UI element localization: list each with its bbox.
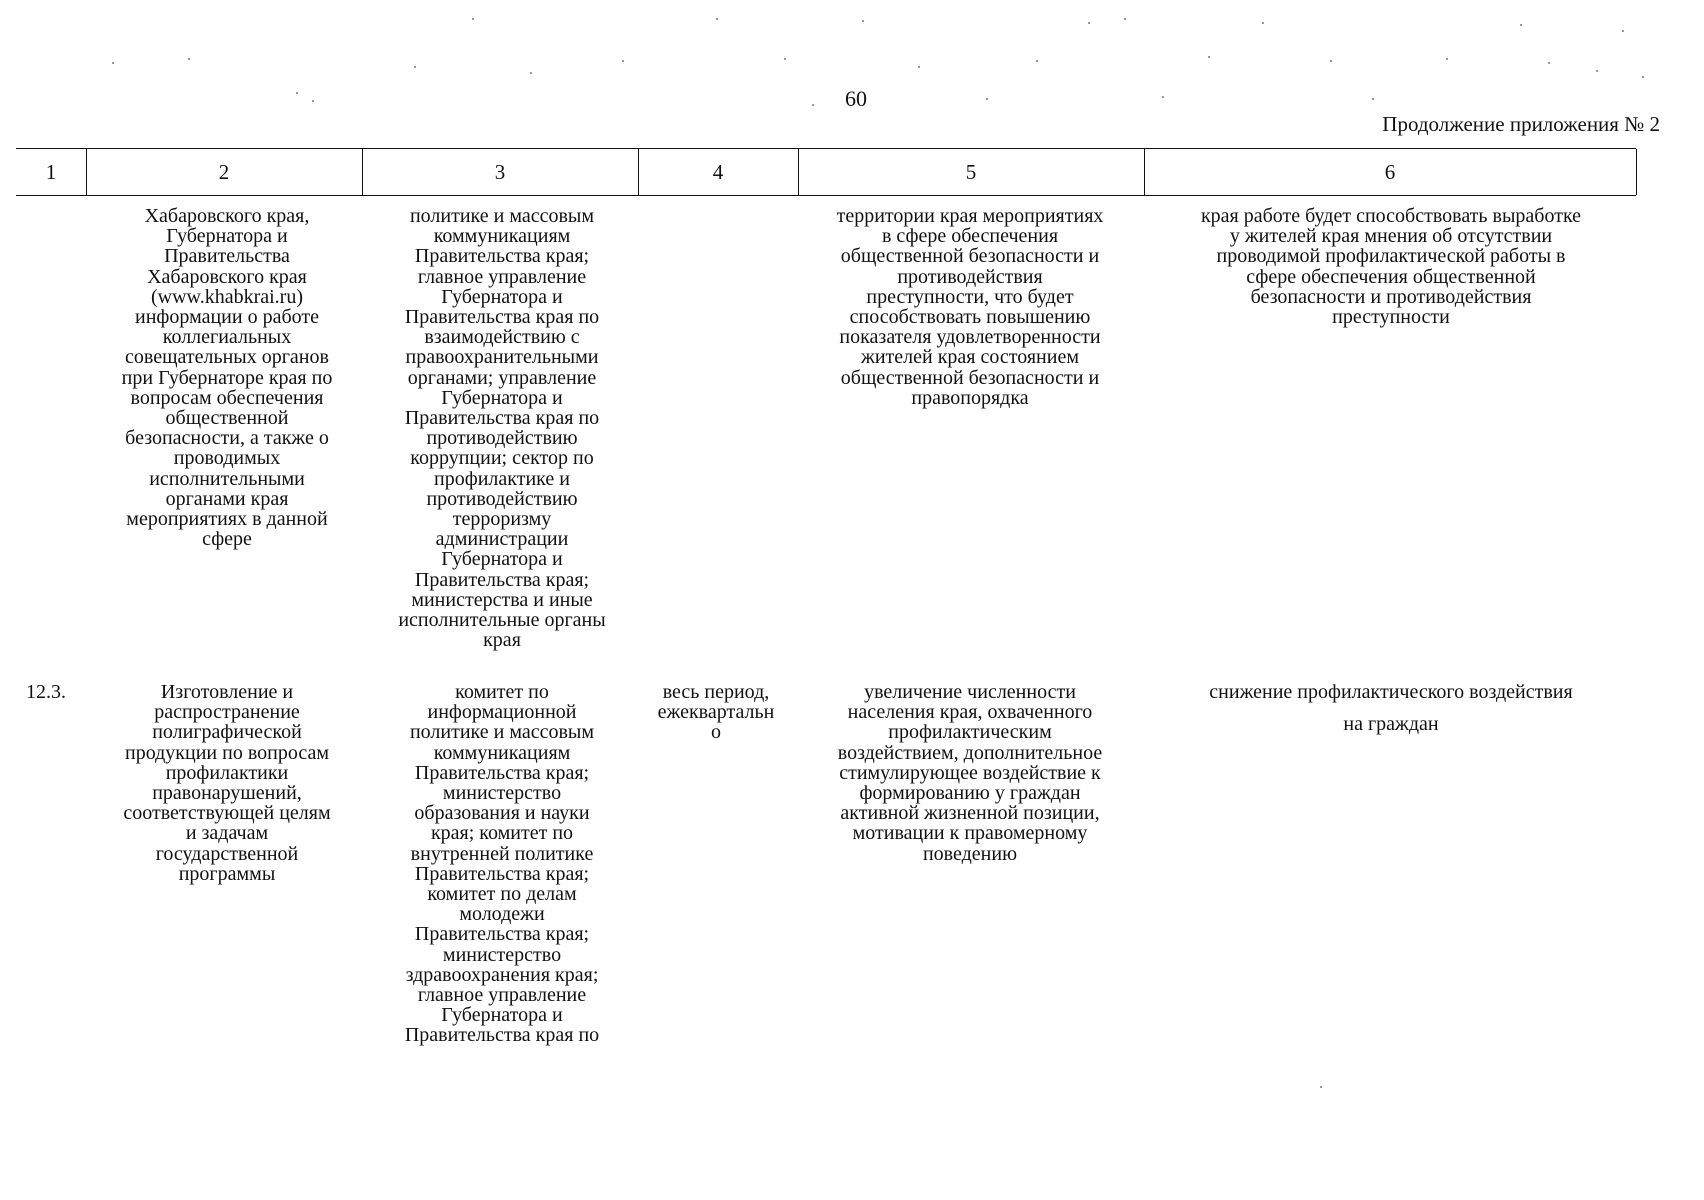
page-number: 60 bbox=[845, 86, 867, 111]
column-divider bbox=[1636, 149, 1637, 195]
header-cell-1: 1 bbox=[45, 160, 57, 184]
expected-result-cell: территории края мероприятиях в сфере обеспечения общественной безопасности и противодействия преступности, что будет способствовать повышению показателя удовлетворенности жителей края состоянием общественной безопасности и правопорядка bbox=[836, 205, 1104, 409]
event-name-cell: Изготовление и распространение полиграфической продукции по вопросам профилактики правонарушений, соответствующей целям и задачам государственной программы bbox=[123, 681, 331, 885]
row-number: 12.3. bbox=[26, 681, 66, 703]
header-cell-5: 5 bbox=[965, 160, 977, 184]
continuation-label: Продолжение приложения № 2 bbox=[1382, 112, 1660, 136]
consequences-cell: снижение профилактического воздействия на граждан bbox=[1209, 681, 1573, 735]
period-cell: весь период, ежеквартальн о bbox=[657, 681, 775, 744]
header-cell-4: 4 bbox=[712, 160, 724, 184]
header-cell-2: 2 bbox=[218, 160, 230, 184]
header-cell-6: 6 bbox=[1384, 160, 1396, 184]
event-name-cell: Хабаровского края, Губернатора и Правительства Хабаровского края (www.khabkrai.ru) информации о работе коллегиальных совещательных органов при Губернаторе края по вопросам обеспечения общественной безопасности, а также о проводимых исполнительными органами края мероприятиях в данной сфере bbox=[121, 205, 333, 551]
expected-result-cell: увеличение численности населения края, охваченного профилактическим воздействием, дополнительное стимулирующее воздействие к формированию у граждан активной жизненной позиции, мотивации к правомерному поведению bbox=[837, 681, 1103, 865]
executors-cell: комитет по информационной политике и массовым коммуникациям Правительства края; министерство образования и науки края; комитет по внутренней политике Правительства края; комитет по делам молодежи Правительства края; министерство здравоохранения края; главное управление Губернатора и Правительства края по bbox=[404, 681, 600, 1047]
consequences-cell: края работе будет способствовать выработке у жителей края мнения об отсутствии проводимой профилактической работы в сфере обеспечения общественной безопасности и противодействия преступности bbox=[1200, 205, 1582, 329]
header-cell-3: 3 bbox=[494, 160, 506, 184]
table-header-row bbox=[16, 148, 1636, 196]
executors-cell: политике и массовым коммуникациям Правительства края; главное управление Губернатора и Правительства края по взаимодействию с правоохранительными органами; управление Губернатора и Правительства края по противодействию коррупции; сектор по профилактике и противодействию терроризму администрации Губернатора и Правительства края; министерства и иные исполнительные органы края bbox=[398, 205, 606, 652]
